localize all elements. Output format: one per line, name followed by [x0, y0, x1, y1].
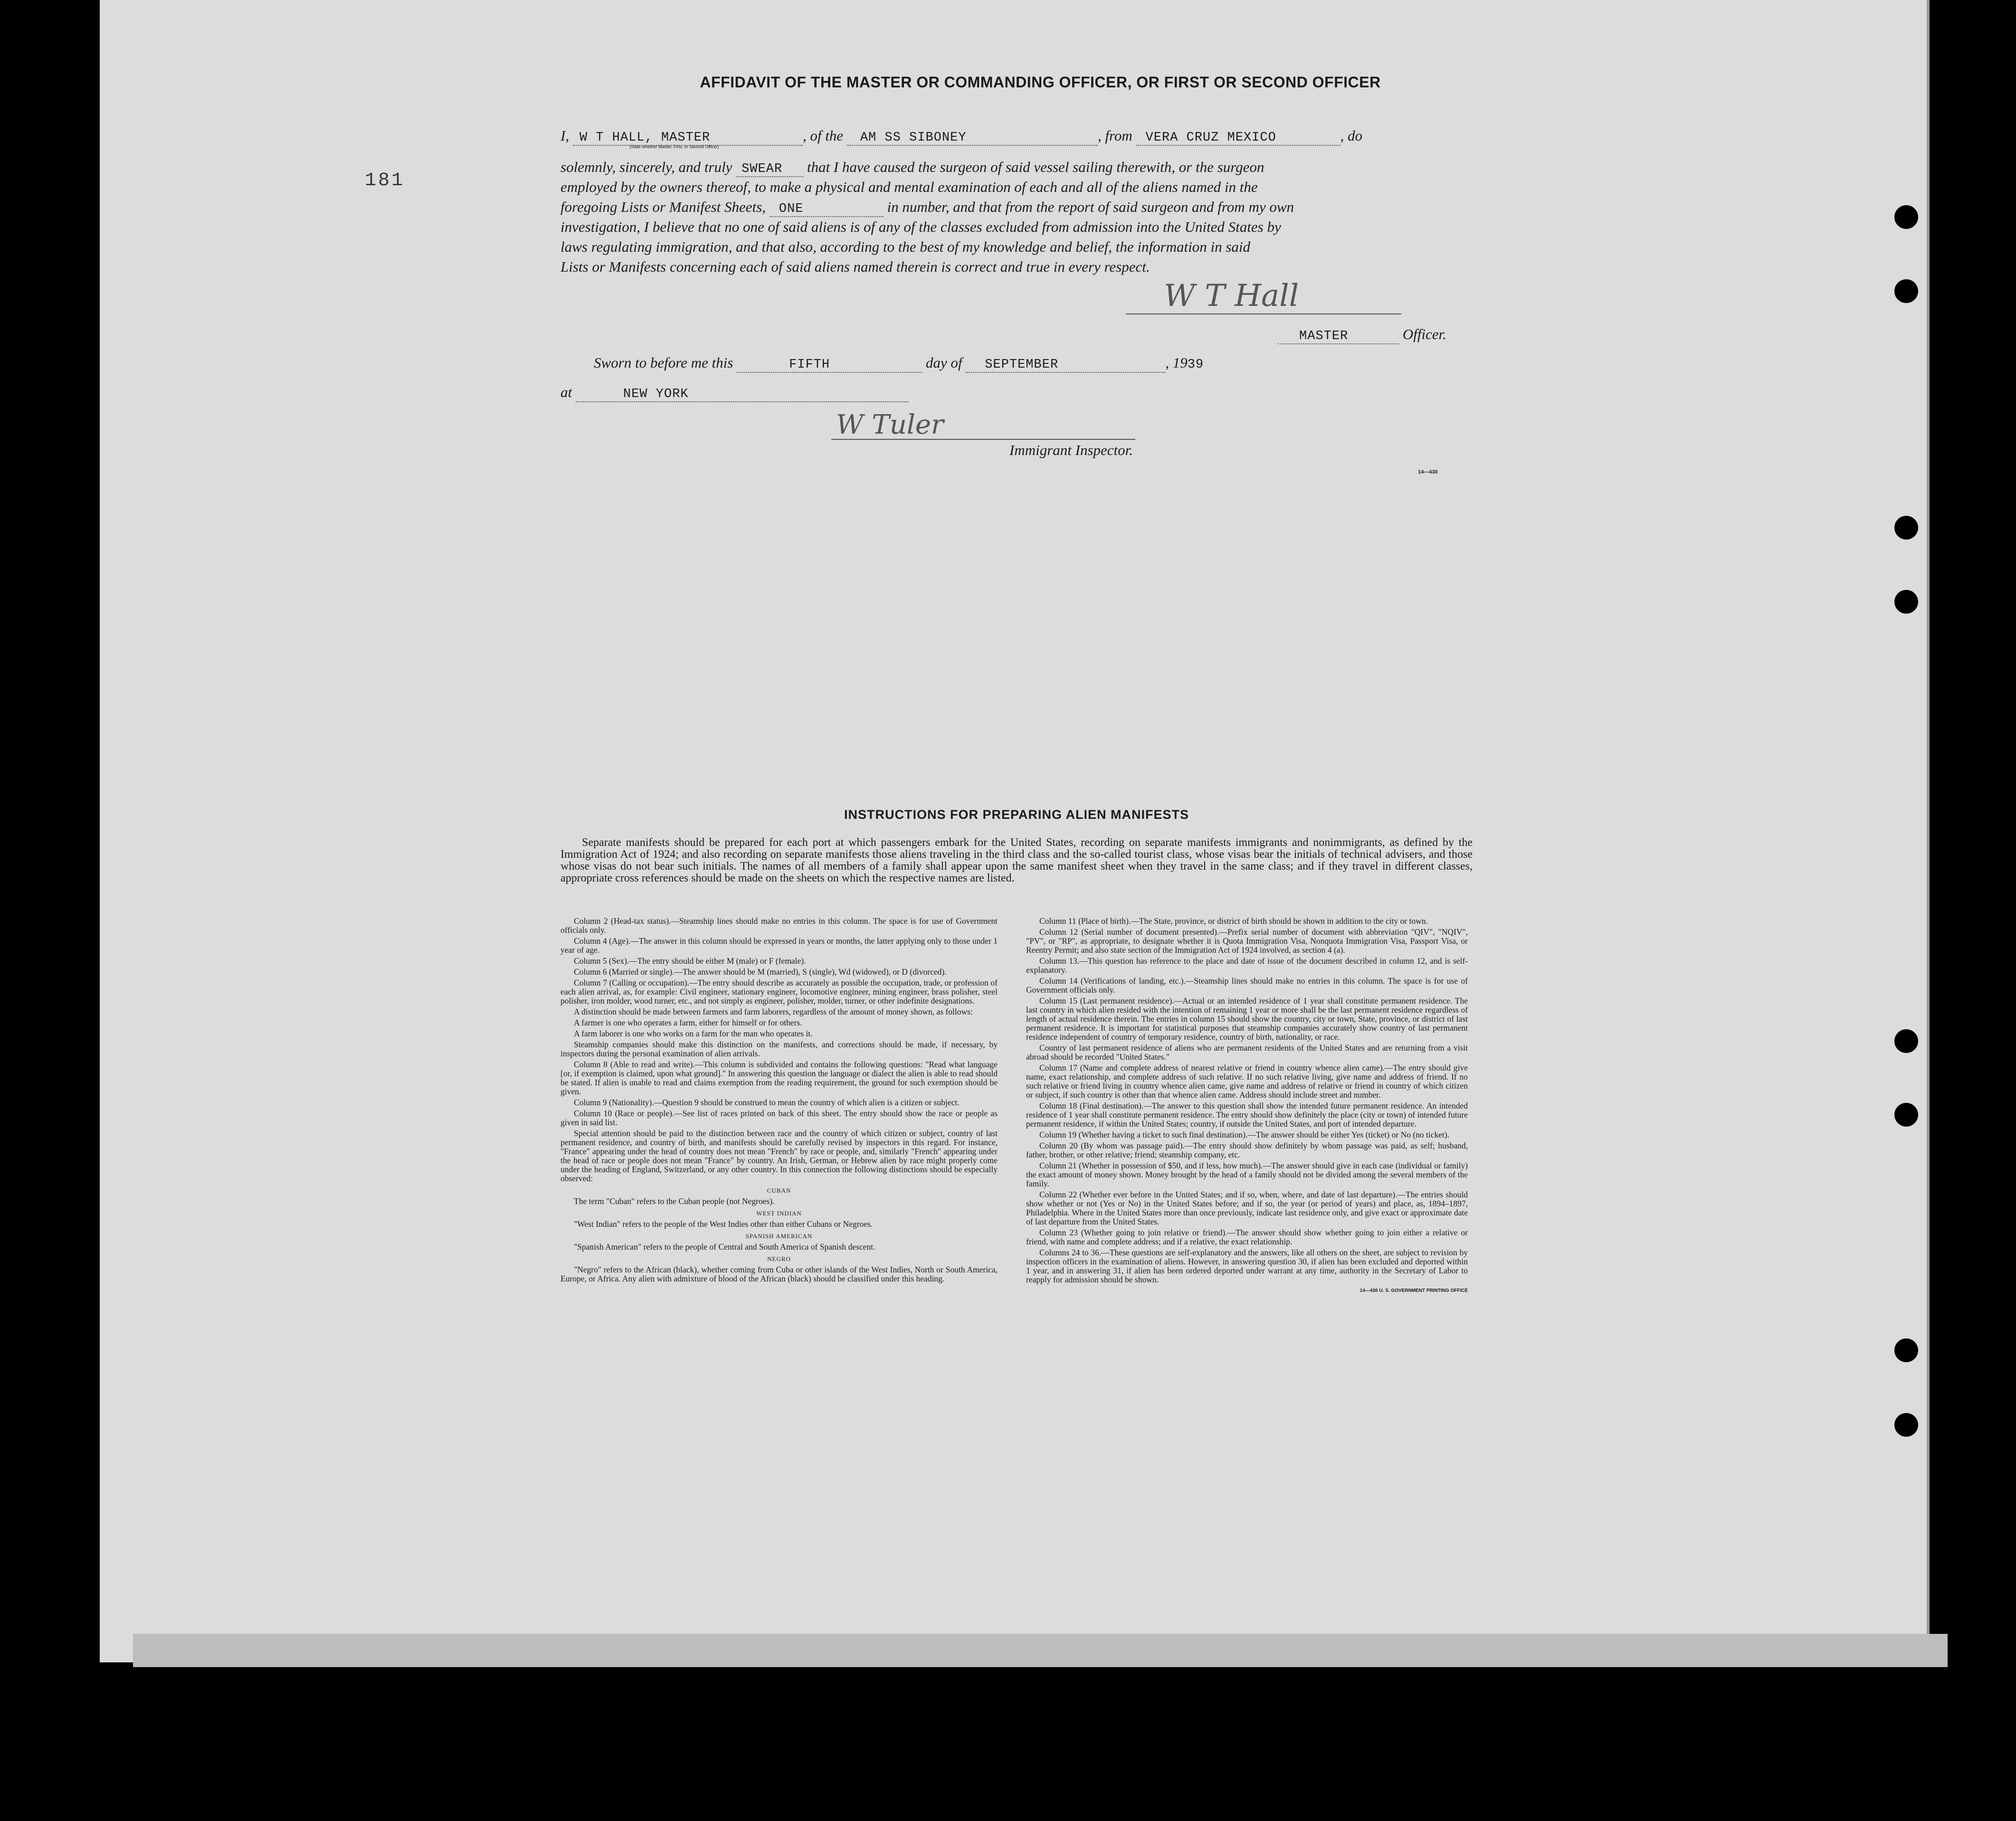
instructions-left-column	[561, 917, 998, 1285]
swear-field: SWEAR	[736, 162, 803, 177]
affidavit-line-1	[561, 127, 1362, 146]
instruction-paragraph: Column 17 (Name and complete address of nearest relative or friend in country whence alien came).—The entry should give name, exact relationship, and complete address of such relative. If no such relative living, give name and address of friend. If no such relative or friend living in country whence alien came, give name and address of relative or friend in country of which citizen or subject, if such country is other than that whence alien came. Address should include street and number.	[1026, 1063, 1468, 1100]
instructions-title: INSTRUCTIONS FOR PREPARING ALIEN MANIFESTS	[844, 807, 1189, 822]
month-field: SEPTEMBER	[966, 358, 1165, 373]
day-field: FIFTH	[737, 358, 922, 373]
binder-hole	[1894, 1029, 1918, 1053]
instructions-intro: Separate manifests should be prepared for each port at which passengers embark for the United States, recording on separate manifests immigrants and nonimmigrants, as defined by the Immigration Act of 1924; and also recording on separate manifests those aliens traveling in the third class and the so-called tourist class, whose visas bear the initials of technical advisers, and those whose visas do not bear such initials. The names of all members of a family shall appear upon the same manifest sheet when they travel in the same class; and if they travel in different classes, appropriate cross references should be made on the sheets on which the respective names are listed.	[561, 836, 1473, 884]
place-field: NEW YORK	[576, 387, 908, 402]
label-i: I,	[561, 127, 570, 144]
printing-office-footer: 14—430 U. S. GOVERNMENT PRINTING OFFICE	[1360, 1288, 1468, 1293]
year-field: 39	[1187, 358, 1204, 372]
instruction-paragraph: A distinction should be made between farmers and farm laborers, regardless of the amount of money shown, as follows:	[574, 1007, 973, 1016]
place-line	[561, 384, 908, 402]
binder-hole	[1894, 1413, 1918, 1437]
instruction-paragraph: Column 14 (Verifications of landing, etc.).—Steamship lines should make no entries in this column. The space is for use of Government officials only.	[1026, 976, 1468, 995]
instruction-paragraph: The term "Cuban" refers to the Cuban people (not Negroes).	[574, 1196, 775, 1206]
label-day-of: day of	[925, 354, 962, 371]
heading-west-indian: WEST INDIAN	[756, 1210, 802, 1217]
instruction-paragraph: Column 19 (Whether having a ticket to such final destination).—The answer should be either Yes (ticket) or No (no ticket).	[1039, 1130, 1450, 1139]
instruction-paragraph: Steamship companies should make this distinction on the manifests, and corrections should be made, if necessary, by inspectors during the personal examination of alien arrivals.	[561, 1040, 998, 1058]
label-foregoing: foregoing Lists or Manifest Sheets,	[561, 199, 766, 215]
affidavit-line-2	[561, 159, 1264, 177]
clause-1: that I have caused the surgeon of said vessel sailing therewith, or the surgeon	[807, 159, 1265, 175]
instruction-paragraph: Column 6 (Married or single).—The answer should be M (married), S (single), Wd (widowed), or D (divorced).	[574, 967, 947, 977]
label-year-prefix: , 19	[1165, 354, 1188, 371]
sworn-line	[594, 354, 1204, 373]
instruction-paragraph: Column 21 (Whether in possession of $50, and if less, how much).—The answer should give in each case (individual or family) the exact amount of money shown. Money brought by the head of a family should not be divided among the several members of the family.	[1026, 1161, 1468, 1188]
binder-hole	[1894, 1338, 1918, 1362]
label-officer: Officer.	[1402, 326, 1446, 342]
instruction-paragraph: Column 4 (Age).—The answer in this column should be expressed in years or months, the latter applying only to those under 1 year of age.	[561, 936, 998, 955]
inspector-signature: W Tuler	[836, 409, 944, 440]
affidavit-line-3: employed by the owners thereof, to make a physical and mental examination of each and all of the aliens named in the	[561, 179, 1258, 195]
instruction-paragraph: Special attention should be paid to the distinction between race and the country of which citizen or subject, country of last permanent residence, and country of birth, and manifests should be carefully revised by inspectors in this regard. For instance, "France" appearing under the head of country does not mean "French" by race or people, and, similarly "French" appearing under the head of race or people does not mean "France" by country. An Irish, German, or Hebrew alien by race might properly come under the heading of England, Switzerland, or any other country. In this connection the following distinctions should be especially observed:	[561, 1129, 998, 1183]
inspector-signature-line	[831, 439, 1135, 440]
affidavit-line-4	[561, 199, 1294, 217]
margin-annotation: 181	[365, 170, 405, 191]
inspector-title: Immigrant Inspector.	[1009, 442, 1133, 458]
label-of-the: , of the	[802, 127, 844, 144]
instruction-paragraph: Column 22 (Whether ever before in the United States; and if so, when, where, and date of last departure).—The entries should show whether or not (Yes or No) in the United States before; and if so, the year (or period of years) and place, as, 1894–1897, Philadelphia. Where in the United States more than once previously, indicate last residence only, and give exact or approximate date of last departure from the United States.	[1026, 1190, 1468, 1226]
instruction-paragraph: Column 2 (Head-tax status).—Steamship lines should make no entries in this column. The space is for use of Government officials only.	[561, 916, 998, 935]
label-at: at	[561, 384, 572, 400]
heading-spanish-american: SPANISH AMERICAN	[745, 1233, 813, 1240]
underlying-sheet-edge	[133, 1634, 1948, 1667]
instruction-paragraph: Country of last permanent residence of aliens who are permanent residents of the United States and are returning from a visit abroad should be recorded "United States."	[1026, 1043, 1468, 1062]
heading-cuban: CUBAN	[767, 1187, 791, 1194]
form-number: 14—430	[1418, 469, 1438, 475]
instruction-paragraph: Column 9 (Nationality).—Question 9 should be construed to mean the country of which alien is a citizen or subject.	[574, 1098, 960, 1107]
sheets-count-field: ONE	[770, 202, 884, 217]
rank-field: MASTER	[1278, 329, 1399, 344]
affidavit-title: AFFIDAVIT OF THE MASTER OR COMMANDING OFFICER, OR FIRST OR SECOND OFFICER	[700, 74, 1381, 91]
signature-line	[1126, 313, 1401, 314]
affidavit-line-7: Lists or Manifests concerning each of said aliens named therein is correct and true in every respect.	[561, 258, 1150, 275]
instruction-paragraph: Column 12 (Serial number of document presented).—Prefix serial number of document with abbreviation "QIV", "NQIV", "PV", or "RP", as appropriate, to designate whether it is Quota Immigration Visa, Nonquota Immigration Visa, Passport Visa, or Reentry Permit; and also state section of the Immigration Act of 1924 involved, as section 4 (a).	[1026, 927, 1468, 955]
officer-name-field: W T HALL, MASTER	[573, 131, 803, 146]
master-signature: W T Hall	[1164, 278, 1299, 313]
instruction-paragraph: Columns 24 to 36.—These questions are self-explanatory and the answers, like all others on the sheet, are subject to revision by inspection officers in the examination of aliens. However, in answering question 30, if alien has been excluded and deported within 1 year, and in answering 31, if alien has been ordered deported under warrant at any time, authority in the Secretary of Labor to reapply for admission should be shown.	[1026, 1248, 1468, 1284]
binder-hole	[1894, 205, 1918, 229]
binder-hole	[1894, 279, 1918, 303]
instruction-paragraph: "Spanish American" refers to the people of Central and South America of Spanish descent.	[574, 1242, 875, 1252]
port-field: VERA CRUZ MEXICO	[1136, 131, 1341, 146]
instruction-paragraph: A farm laborer is one who works on a farm for the man who operates it.	[574, 1029, 813, 1038]
affidavit-line-5: investigation, I believe that no one of said aliens is of any of the classes excluded from admission into the United States by	[561, 218, 1281, 235]
instruction-paragraph: Column 23 (Whether going to join relative or friend).—The answer should show whether going to join either a relative or friend, with name and complete address; and if a relative, the exact relationship.	[1026, 1228, 1468, 1246]
instruction-paragraph: Column 7 (Calling or occupation).—The entry should describe as accurately as possible the occupation, trade, or profession of each alien arrival, as, for example: Civil engineer, stationary engineer, locomotive engineer, mining engineer, brass polisher, steel polisher, iron molder, wood turner, etc., and not simply as engineer, polisher, molder, turner, or other indefinite designations.	[561, 978, 998, 1005]
label-from: , from	[1097, 127, 1132, 144]
binder-hole	[1894, 516, 1918, 540]
instruction-paragraph: "West Indian" refers to the people of the West Indies other than either Cubans or Negroes.	[574, 1219, 873, 1229]
binder-hole	[1894, 1103, 1918, 1127]
instruction-paragraph: Column 5 (Sex).—The entry should be either M (male) or F (female).	[574, 956, 806, 966]
affidavit-line-6: laws regulating immigration, and that also, according to the best of my knowledge and belief, the information in said	[561, 238, 1251, 255]
instruction-paragraph: Column 11 (Place of birth).—The State, province, or district of birth should be shown in addition to the city or town.	[1039, 916, 1428, 926]
instruction-paragraph: A farmer is one who operates a farm, either for himself or for others.	[574, 1018, 802, 1027]
label-solemnly: solemnly, sincerely, and truly	[561, 159, 732, 175]
instruction-paragraph: Column 15 (Last permanent residence).—Actual or an intended residence of 1 year shall constitute permanent residence. The last country in which alien resided with the intention of remaining 1 year or more shall be the last permanent residence regardless of length of actual residence therein. The entries in column 15 should show the country, city or town, State, province, or district of last permanent residence. It is important for statistical purposes that steamship companies accurately show country of last permanent residence independent of country of temporary residence, country of birth, nationality, or race.	[1026, 996, 1468, 1042]
vessel-field: AM SS SIBONEY	[847, 131, 1098, 146]
label-do: , do	[1340, 127, 1362, 144]
officer-note: (State whether Master, First, or Second Officer)	[629, 144, 719, 149]
label-sworn: Sworn to before me this	[594, 354, 733, 371]
heading-negro: NEGRO	[767, 1255, 791, 1262]
clause-number: in number, and that from the report of said surgeon and from my own	[887, 199, 1294, 215]
instruction-paragraph: Column 13.—This question has reference to the place and date of issue of the document described in column 12, and is self-explanatory.	[1026, 956, 1468, 975]
instructions-right-column	[1026, 917, 1468, 1297]
instruction-paragraph: Column 8 (Able to read and write).—This column is subdivided and contains the following questions: "Read what language [or, if exemption is claimed, upon what ground]." In answering this question the language or dialect the alien is able to read should be stated. If alien is unable to read and claims exemption from the reading requirement, the ground for such exemption should be given.	[561, 1060, 998, 1096]
instruction-paragraph: Column 20 (By whom was passage paid).—The entry should show definitely by whom passage was paid, as self; husband, father, brother, or other relative; friend; steamship company, etc.	[1026, 1141, 1468, 1159]
instruction-paragraph: "Negro" refers to the African (black), whether coming from Cuba or other islands of the West Indies, North or South America, Europe, or Africa. Any alien with admixture of blood of the African (black) should be classified under this heading.	[561, 1265, 998, 1283]
rank-line	[1278, 326, 1446, 344]
instruction-paragraph: Column 18 (Final destination).—The answer to this question shall show the intended future permanent residence. An intended residence of 1 year shall constitute permanent residence. The entry should show definitely the place (city or town) of intended future permanent residence, if within the United States; country, if outside the United States, and port of intended departure.	[1026, 1101, 1468, 1129]
binder-hole	[1894, 590, 1918, 614]
instruction-paragraph: Column 10 (Race or people).—See list of races printed on back of this sheet. The entry should show the race or people as given in said list.	[561, 1109, 998, 1127]
